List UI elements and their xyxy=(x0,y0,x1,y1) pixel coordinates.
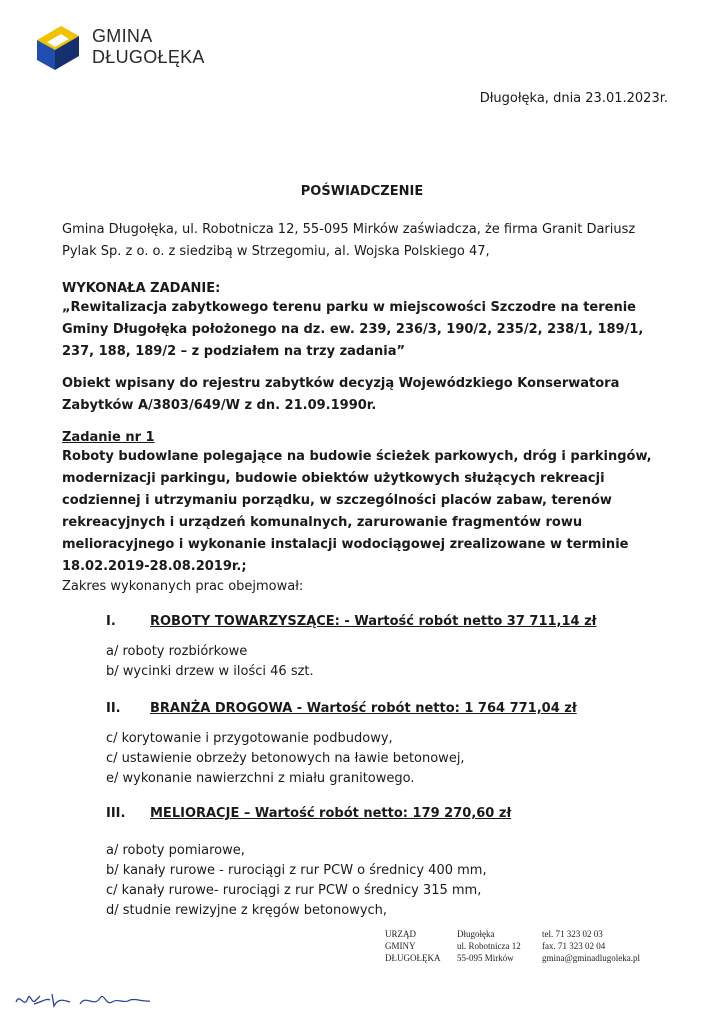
list-item: c/ ustawienie obrzeży betonowych na ławie betonowej, xyxy=(106,751,465,766)
register-note: Obiekt wpisany do rejestru zabytków decyzją Wojewódzkiego Konserwatora Zabytków A/3803/649/W z dn. 21.09.1990r. xyxy=(62,376,620,413)
footer-line: tel. 71 323 02 03 xyxy=(542,929,603,939)
section-3-heading xyxy=(106,806,511,821)
footer-line: gmina@gminadlugoleka.pl xyxy=(542,953,641,963)
section-2-items xyxy=(106,729,465,789)
brand-line-1: GMINA xyxy=(92,26,153,46)
intro-paragraph: Gmina Długołęka, ul. Robotnicza 12, 55-095 Mirków zaświadcza, że firma Granit Dariusz Pylak Sp. z o. o. z siedzibą w Strzegomiu, al. Wojska Polskiego 47, xyxy=(62,222,636,259)
signature-icon xyxy=(14,988,164,1014)
list-item: c/ kanały rurowe- rurociągi z rur PCW o średnicy 315 mm, xyxy=(106,883,482,898)
footer-line: ul. Robotnicza 12 xyxy=(457,941,521,951)
footer-line: DŁUGOŁĘKA xyxy=(385,953,441,963)
document-date: Długołęka, dnia 23.01.2023r. xyxy=(479,91,668,106)
section-1-number: I. xyxy=(106,614,116,629)
list-item: e/ wykonanie nawierzchni z miału granitowego. xyxy=(106,771,415,786)
section-1-title: ROBOTY TOWARZYSZĄCE: - Wartość robót netto 37 711,14 zł xyxy=(150,614,597,629)
list-item: c/ korytowanie i przygotowanie podbudowy, xyxy=(106,731,393,746)
section-1-items xyxy=(106,642,314,682)
list-item: a/ roboty rozbiórkowe xyxy=(106,644,248,659)
footer-line: 55-095 Mirków xyxy=(457,953,514,963)
gmina-logo-icon xyxy=(33,22,83,72)
task-name: „Rewitalizacja zabytkowego terenu parku w miejscowości Szczodre na terenie Gminy Długołęka położonego na dz. ew. 239, 236/3, 190/2, 235/2, 238/1, 189/1, 237, 188, 189/2 – z podziałem na trzy zadania” xyxy=(62,300,644,359)
section-1-heading xyxy=(106,614,596,629)
footer-line: Długołęka xyxy=(457,929,495,939)
section-3-items xyxy=(106,841,487,921)
section-3-number: III. xyxy=(106,806,126,821)
footer-address xyxy=(457,928,521,964)
section-2-number: II. xyxy=(106,701,121,716)
list-item: a/ roboty pomiarowe, xyxy=(106,843,245,858)
document-title: POŚWIADCZENIE xyxy=(300,184,424,199)
section-2-title: BRANŻA DROGOWA - Wartość robót netto: 1 764 771,04 zł xyxy=(150,701,577,716)
task-label: WYKONAŁA ZADANIE: xyxy=(62,281,221,296)
footer-line: fax. 71 323 02 04 xyxy=(542,941,606,951)
footer-contact xyxy=(542,928,640,964)
footer-line: URZĄD xyxy=(385,929,416,939)
brand-line-2: DŁUGOŁĘKA xyxy=(92,47,205,67)
list-item: b/ kanały rurowe - rurociągi z rur PCW o średnicy 400 mm, xyxy=(106,863,487,878)
list-item: d/ studnie rewizyjne z kręgów betonowych, xyxy=(106,903,388,918)
scope-label: Zakres wykonanych prac obejmował: xyxy=(62,579,304,594)
brand-name xyxy=(92,26,205,68)
list-item: b/ wycinki drzew w ilości 46 szt. xyxy=(106,664,314,679)
section-2-heading xyxy=(106,701,577,716)
task1-description: Roboty budowlane polegające na budowie ścieżek parkowych, dróg i parkingów, modernizacji parkingu, budowie obiektów użytkowych służących rekreacji codziennej i utrzymaniu porządku, w szczególności placów zabaw, terenów rekreacyjnych i urządzeń komunalnych, zarurowanie fragmentów rowu melioracyjnego i wykonanie instalacji wodociągowej zrealizowane w terminie 18.02.2019-28.08.2019r.; xyxy=(62,449,652,574)
section-3-title: MELIORACJE – Wartość robót netto: 179 270,60 zł xyxy=(150,806,512,821)
footer-line: GMINY xyxy=(385,941,416,951)
footer-office xyxy=(385,928,441,964)
task1-label: Zadanie nr 1 xyxy=(62,430,155,445)
